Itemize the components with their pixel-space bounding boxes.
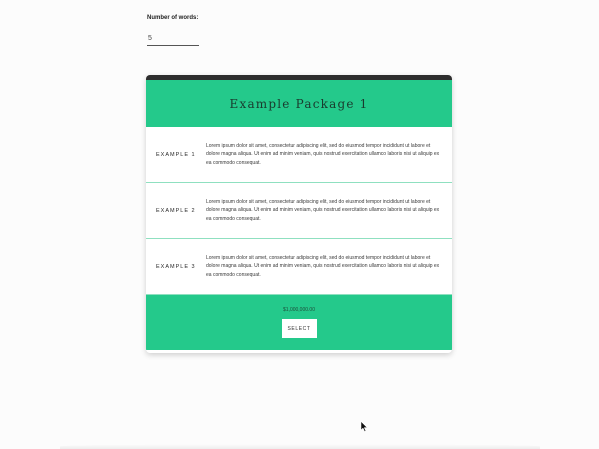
package-price: $1,000,000.00 xyxy=(283,307,315,313)
package-header xyxy=(146,80,452,127)
package-footer xyxy=(146,295,452,350)
words-label: Number of words: xyxy=(147,15,199,21)
row-name: EXAMPLE 1 xyxy=(156,151,196,158)
package-row xyxy=(146,127,452,183)
package-title: Example Package 1 xyxy=(229,96,369,111)
row-name: EXAMPLE 3 xyxy=(156,263,196,270)
row-name: EXAMPLE 2 xyxy=(156,207,196,214)
row-description: Lorem ipsum dolor sit amet, consectetur adipiscing elit, sed do eiusmod tempor incididunt ut labore et dolore magna aliqua. Ut enim ad minim veniam, quis nostrud exercitation ullamco laboris nisi ut aliquip ex ea commodo consequat. xyxy=(206,142,440,166)
bottom-shadow xyxy=(60,444,540,449)
package-card xyxy=(146,75,452,353)
package-row xyxy=(146,239,452,295)
words-input[interactable] xyxy=(147,31,199,46)
row-description: Lorem ipsum dolor sit amet, consectetur adipiscing elit, sed do eiusmod tempor incididunt ut labore et dolore magna aliqua. Ut enim ad minim veniam, quis nostrud exercitation ullamco laboris nisi ut aliquip ex ea commodo consequat. xyxy=(206,198,440,222)
row-description: Lorem ipsum dolor sit amet, consectetur adipiscing elit, sed do eiusmod tempor incididunt ut labore et dolore magna aliqua. Ut enim ad minim veniam, quis nostrud exercitation ullamco laboris nisi ut aliquip ex ea commodo consequat. xyxy=(206,254,440,278)
mouse-cursor-icon xyxy=(360,421,368,432)
select-button[interactable]: SELECT xyxy=(282,319,317,338)
package-row xyxy=(146,183,452,239)
